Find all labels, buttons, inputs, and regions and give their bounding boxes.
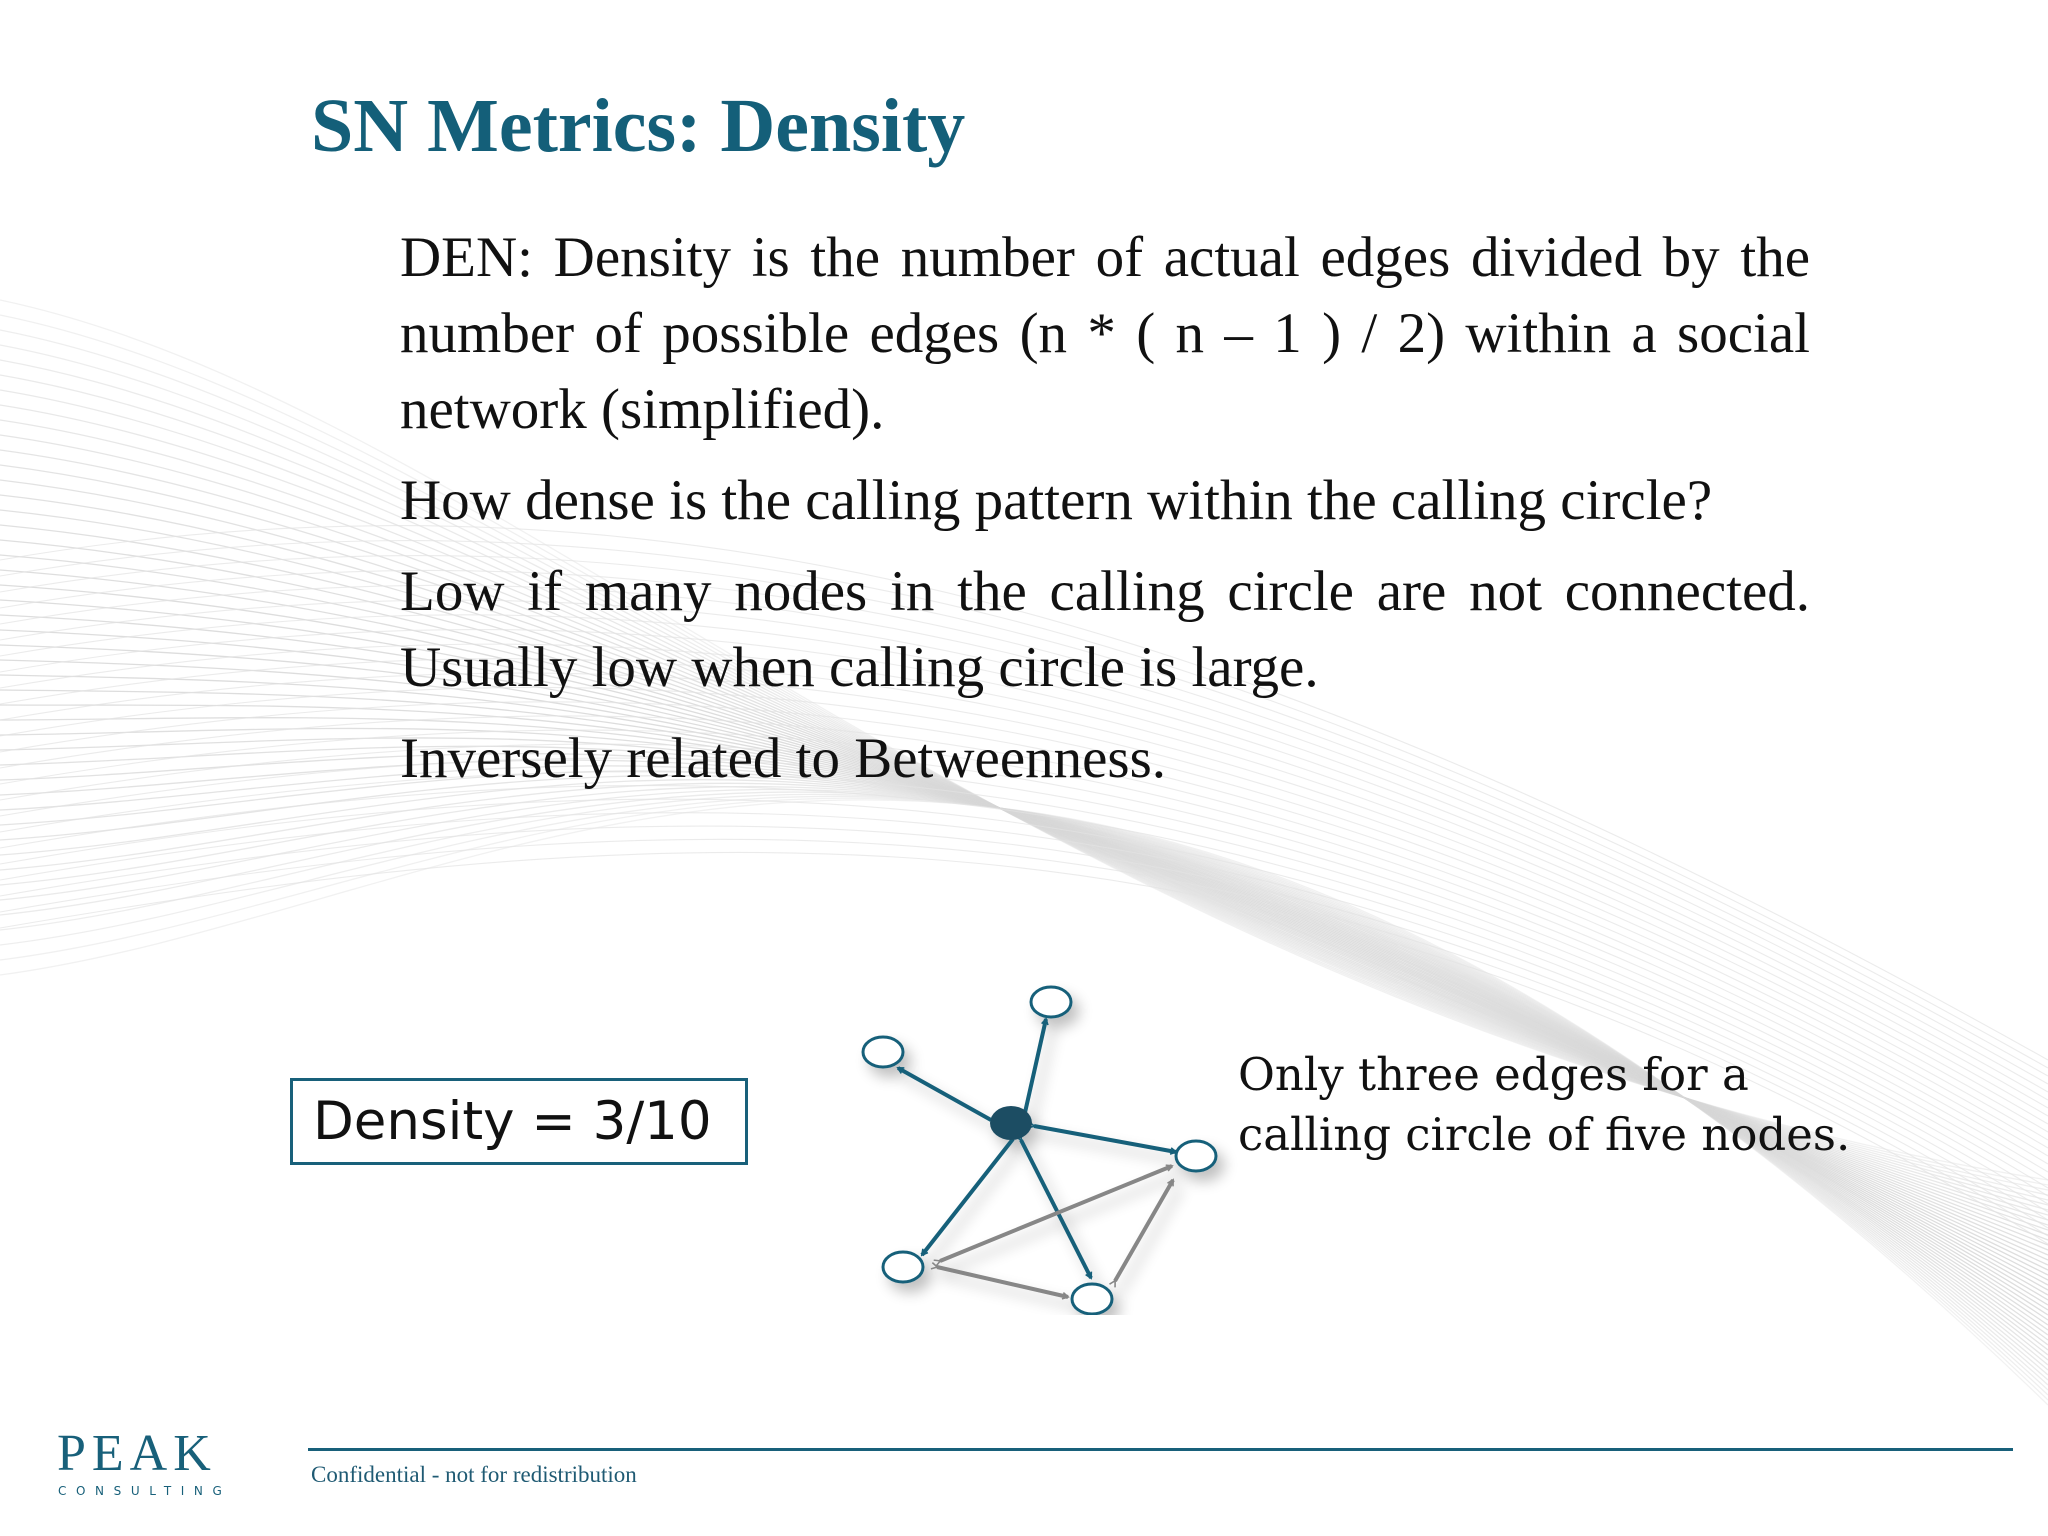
confidential-notice: Confidential - not for redistribution	[311, 1462, 637, 1487]
density-box: Density = 3/10	[290, 1078, 748, 1165]
peak-logo-subtitle: CONSULTING	[58, 1484, 232, 1498]
footer-divider	[308, 1448, 2013, 1451]
node-left	[863, 1037, 903, 1067]
network-diagram	[840, 965, 1240, 1315]
edge-center-right	[1034, 1126, 1176, 1152]
node-center	[990, 1106, 1032, 1140]
slide-body	[400, 220, 1810, 812]
node-top	[1031, 987, 1071, 1017]
peak-logo: PEAK	[57, 1425, 217, 1482]
node-right	[1176, 1141, 1216, 1171]
node-bottom-left	[883, 1252, 923, 1282]
node-bottom-right	[1072, 1284, 1112, 1314]
caption-line-2: calling circle of five nodes.	[1238, 1108, 1851, 1161]
paragraph-question: How dense is the calling pattern within the calling circle?	[400, 469, 1713, 532]
slide-title: SN Metrics: Density	[311, 84, 966, 168]
edge-bottom-left-bottom-right	[937, 1267, 1068, 1297]
edge-center-bottom-right	[1021, 1140, 1091, 1278]
edge-bottom-left-right	[940, 1166, 1172, 1261]
edge-bottom-right-right	[1115, 1180, 1173, 1281]
paragraph-definition: DEN: Density is the number of actual edges divided by the number of possible edges (n * ( n – 1 ) / 2) within a social network (simplified).	[400, 226, 1810, 441]
paragraph-betweenness: Inversely related to Betweenness.	[400, 727, 1167, 790]
caption-line-1: Only three edges for a	[1238, 1048, 1749, 1101]
edge-center-top	[1024, 1019, 1046, 1117]
edge-center-left	[898, 1068, 991, 1120]
paragraph-low-density: Low if many nodes in the calling circle are not connected. Usually low when calling circle is large.	[400, 560, 1810, 699]
figure-caption	[1238, 1045, 1898, 1165]
